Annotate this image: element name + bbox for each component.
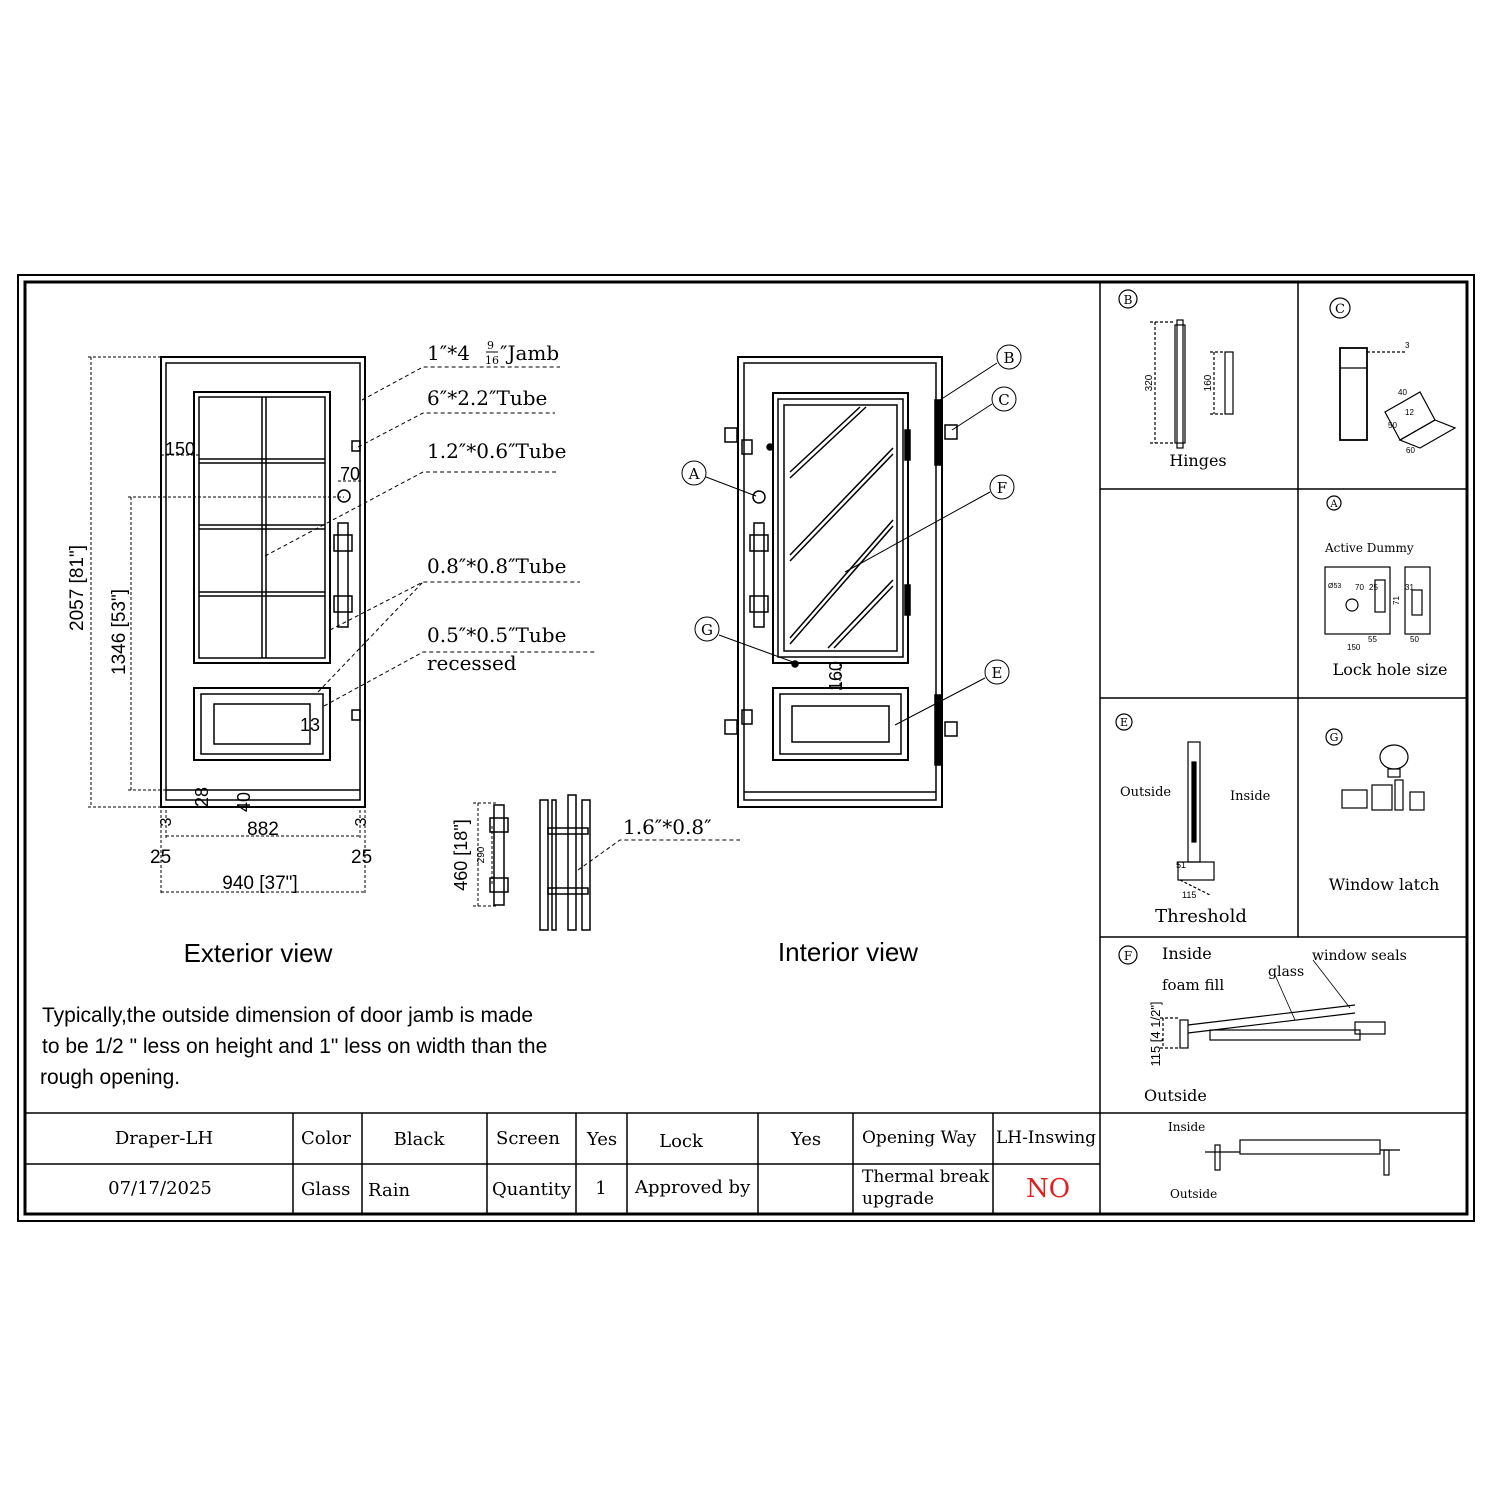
dim-13: 13 <box>300 715 321 735</box>
marker-c-label: C <box>998 391 1010 409</box>
jamb-callout: 1″*4 <box>427 341 470 365</box>
outer-border <box>18 275 1474 1221</box>
lock-dim-53: Ø53 <box>1328 583 1342 590</box>
clip-dim-50: 50 <box>1388 421 1397 430</box>
note-line-1: Typically,the outside dimension of door jamb is made <box>42 1004 534 1027</box>
spec-table-grid <box>25 1113 1467 1214</box>
lock-dim-31: 31 <box>1405 583 1414 592</box>
dim-460: 460 [18"] <box>451 819 471 891</box>
table-thermal-label-1: Thermal break <box>862 1167 990 1187</box>
lock-dim-150: 150 <box>1347 643 1361 652</box>
recessed-callout: recessed <box>427 651 517 675</box>
table-model: Draper-LH <box>114 1128 214 1149</box>
dim-height-handle: 1346 [53"] <box>109 589 130 675</box>
interior-door <box>725 357 957 807</box>
interior-view-title: Interior view <box>777 937 919 967</box>
detail-graphics <box>1116 290 1455 1175</box>
table-lock-label: Lock <box>659 1131 703 1152</box>
dim-40: 40 <box>234 791 254 813</box>
note-line-2: to be 1/2 " less on height and 1" less on width than the <box>42 1035 548 1058</box>
lock-title: Active Dummy <box>1325 541 1414 555</box>
lock-dim-55: 55 <box>1368 635 1377 644</box>
tube-0-5-callout: 0.5″*0.5″Tube <box>427 623 567 647</box>
jamb-numerator: 9 <box>487 339 494 352</box>
exterior-door <box>161 357 365 807</box>
plan-outside: Outside <box>1170 1187 1218 1201</box>
clip-dim-60: 60 <box>1406 446 1415 455</box>
hinges-label: Hinges <box>1169 451 1227 470</box>
tube-1-2-callout: 1.2″*0.6″Tube <box>427 439 567 463</box>
clip-marker: C <box>1335 302 1345 317</box>
plan-inside: Inside <box>1168 1120 1206 1134</box>
lock-dim-25: 25 <box>1369 583 1378 592</box>
clip-dim-40: 40 <box>1398 388 1407 397</box>
table-opening-value: LH-Inswing <box>995 1128 1097 1148</box>
threshold-dim-115: 115 <box>1182 890 1197 900</box>
dim-28: 28 <box>192 786 212 808</box>
lock-label: Lock hole size <box>1332 660 1448 679</box>
tube-6-callout: 6″*2.2″Tube <box>427 386 548 410</box>
threshold-label: Threshold <box>1155 906 1247 927</box>
hinges-dim-320: 320 <box>1144 374 1155 392</box>
dim-width-total: 940 [37"] <box>222 873 298 894</box>
jamb-denominator: 16 <box>485 354 499 367</box>
marker-a-label: A <box>688 465 700 483</box>
dim-height-total: 2057 [81"] <box>67 545 88 631</box>
inner-border <box>25 282 1467 1214</box>
lock-dim-50: 50 <box>1410 635 1419 644</box>
clip-dim-3: 3 <box>1405 341 1410 350</box>
threshold-inside: Inside <box>1230 789 1271 804</box>
table-screen-value: Yes <box>586 1129 618 1150</box>
hinges-dim-160: 160 <box>1203 374 1214 392</box>
tube-0-8-callout: 0.8″*0.8″Tube <box>427 554 567 578</box>
interior-markers <box>682 345 1021 725</box>
dim-25-right: 25 <box>351 847 373 868</box>
lock-dim-71: 71 <box>1392 596 1401 605</box>
section-window-seals: window seals <box>1312 948 1407 964</box>
threshold-outside: Outside <box>1120 785 1172 800</box>
table-approved-label: Approved by <box>635 1177 751 1198</box>
table-thermal-value: NO <box>1025 1174 1071 1204</box>
dim-3-right: 3 <box>353 817 370 827</box>
lock-dim-70: 70 <box>1355 583 1364 592</box>
section-marker: F <box>1123 949 1133 963</box>
latch-marker: G <box>1329 731 1339 744</box>
lock-marker: A <box>1330 499 1338 510</box>
note-line-3: rough opening. <box>40 1066 181 1089</box>
latch-label: Window latch <box>1328 875 1440 894</box>
exterior-view-title: Exterior view <box>183 938 333 968</box>
handle-tube-callout: 1.6″*0.8″ <box>623 815 712 839</box>
dim-150: 150 <box>165 439 196 459</box>
threshold-dim-51: 51 <box>1176 860 1187 870</box>
table-color-value: Black <box>393 1129 445 1150</box>
marker-e-label: E <box>991 664 1003 682</box>
table-screen-label: Screen <box>496 1128 560 1149</box>
detail-grid <box>1100 282 1467 1214</box>
dim-160-interior: 160 <box>826 660 846 692</box>
table-date: 07/17/2025 <box>108 1178 212 1199</box>
dim-70: 70 <box>340 464 361 484</box>
dim-width-inner: 882 <box>247 819 279 840</box>
dim-3-left: 3 <box>158 817 175 827</box>
section-foam-fill: foam fill <box>1162 976 1225 994</box>
table-thermal-label-2: upgrade <box>862 1189 934 1209</box>
section-inside: Inside <box>1162 944 1212 963</box>
table-glass-label: Glass <box>301 1179 351 1200</box>
table-quantity-value: 1 <box>595 1178 607 1199</box>
section-outside: Outside <box>1144 1086 1207 1105</box>
table-opening-label: Opening Way <box>862 1128 977 1148</box>
jamb-tail: ″Jamb <box>500 341 560 365</box>
marker-f-label: F <box>996 479 1008 497</box>
hinges-marker: B <box>1123 293 1133 307</box>
threshold-marker: E <box>1119 716 1129 729</box>
table-color-label: Color <box>301 1128 351 1149</box>
table-quantity-label: Quantity <box>492 1179 572 1200</box>
clip-dim-12: 12 <box>1405 408 1414 417</box>
dim-290: 290 <box>476 846 487 864</box>
table-lock-value: Yes <box>790 1129 822 1150</box>
marker-b-label: B <box>1003 349 1015 367</box>
section-dim-115: 115 [4 1/2"] <box>1148 1001 1163 1067</box>
dim-25-left: 25 <box>150 847 172 868</box>
marker-g-label: G <box>701 621 713 639</box>
section-glass: glass <box>1268 964 1305 980</box>
table-glass-value: Rain <box>368 1180 411 1201</box>
